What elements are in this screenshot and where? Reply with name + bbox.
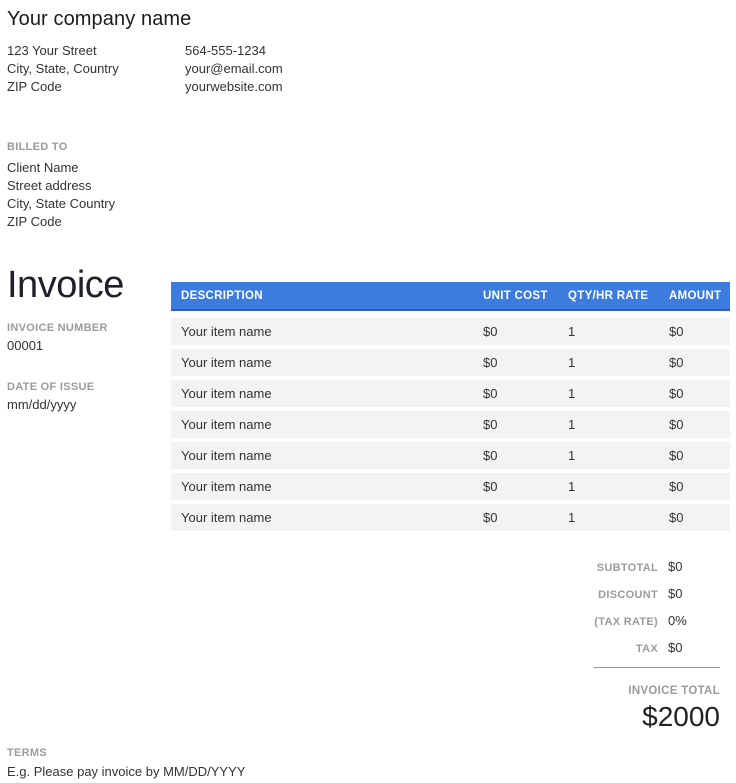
totals-row (530, 640, 703, 655)
total-divider (594, 667, 720, 668)
company-address (7, 42, 185, 96)
totals-row-label: (TAX RATE) (594, 616, 658, 628)
item-qty-rate: 1 (568, 386, 576, 401)
col-header-qty-rate: QTY/HR RATE (568, 289, 649, 302)
item-unit-cost: $0 (483, 324, 498, 339)
totals-row (530, 586, 703, 601)
item-amount: $0 (669, 324, 684, 339)
item-description: Your item name (181, 324, 272, 339)
item-description: Your item name (181, 448, 272, 463)
item-unit-cost: $0 (483, 510, 498, 525)
invoice-number-value: 00001 (7, 338, 44, 353)
client-city: City, State Country (7, 196, 116, 211)
company-address-city: City, State, Country (7, 61, 119, 76)
item-amount: $0 (669, 417, 684, 432)
invoice-total-value: $2000 (642, 701, 720, 732)
invoice-total-label: INVOICE TOTAL (628, 685, 720, 697)
table-row (171, 380, 730, 407)
item-unit-cost: $0 (483, 355, 498, 370)
client-name: Client Name (7, 160, 79, 175)
item-description: Your item name (181, 355, 272, 370)
totals-row-value: $0 (668, 559, 683, 574)
billed-to-label: BILLED TO (7, 141, 68, 153)
terms-label: TERMS (7, 747, 47, 759)
company-contact-section (7, 42, 730, 96)
client-zip: ZIP Code (7, 214, 62, 229)
client-street: Street address (7, 178, 92, 193)
item-amount: $0 (669, 355, 684, 370)
item-amount: $0 (669, 386, 684, 401)
item-description: Your item name (181, 510, 272, 525)
terms-text: E.g. Please pay invoice by MM/DD/YYYY (7, 764, 246, 779)
totals-row-label: DISCOUNT (598, 589, 658, 601)
items-table-header (171, 282, 730, 311)
invoice-title: Invoice (7, 264, 124, 306)
items-table-body (171, 318, 730, 531)
company-address-zip: ZIP Code (7, 79, 62, 94)
table-row (171, 504, 730, 531)
company-email: your@email.com (185, 61, 283, 76)
table-row (171, 473, 730, 500)
item-description: Your item name (181, 386, 272, 401)
item-amount: $0 (669, 448, 684, 463)
totals-row-value: $0 (668, 586, 683, 601)
item-amount: $0 (669, 479, 684, 494)
company-website: yourwebsite.com (185, 79, 283, 94)
table-row (171, 411, 730, 438)
company-phone: 564-555-1234 (185, 43, 266, 58)
totals-row-label: SUBTOTAL (596, 562, 658, 574)
item-qty-rate: 1 (568, 355, 576, 370)
company-name: Your company name (7, 8, 192, 30)
totals-row (530, 559, 703, 574)
item-unit-cost: $0 (483, 448, 498, 463)
invoice-meta (7, 265, 171, 413)
item-amount: $0 (669, 510, 684, 525)
billed-to-section (7, 141, 730, 231)
terms-section (7, 747, 730, 780)
company-contact (185, 42, 283, 96)
invoice-main (7, 265, 730, 733)
company-address-street: 123 Your Street (7, 43, 97, 58)
item-description: Your item name (181, 417, 272, 432)
table-row (171, 349, 730, 376)
totals-row-value: 0% (668, 613, 687, 628)
totals-row-label: TAX (635, 643, 658, 655)
item-unit-cost: $0 (483, 417, 498, 432)
totals-section (530, 559, 703, 655)
items-table-area (171, 282, 730, 733)
item-description: Your item name (181, 479, 272, 494)
item-qty-rate: 1 (568, 324, 576, 339)
totals-row-value: $0 (668, 640, 683, 655)
table-row (171, 318, 730, 345)
item-qty-rate: 1 (568, 448, 576, 463)
col-header-description: DESCRIPTION (181, 289, 263, 302)
table-row (171, 442, 730, 469)
date-of-issue-label: DATE OF ISSUE (7, 381, 95, 393)
totals-row (530, 613, 703, 628)
item-qty-rate: 1 (568, 479, 576, 494)
date-of-issue-value: mm/dd/yyyy (7, 397, 77, 412)
col-header-unit-cost: UNIT COST (483, 289, 548, 302)
item-unit-cost: $0 (483, 479, 498, 494)
col-header-amount: AMOUNT (669, 289, 722, 302)
item-unit-cost: $0 (483, 386, 498, 401)
item-qty-rate: 1 (568, 417, 576, 432)
item-qty-rate: 1 (568, 510, 576, 525)
invoice-number-label: INVOICE NUMBER (7, 322, 108, 334)
